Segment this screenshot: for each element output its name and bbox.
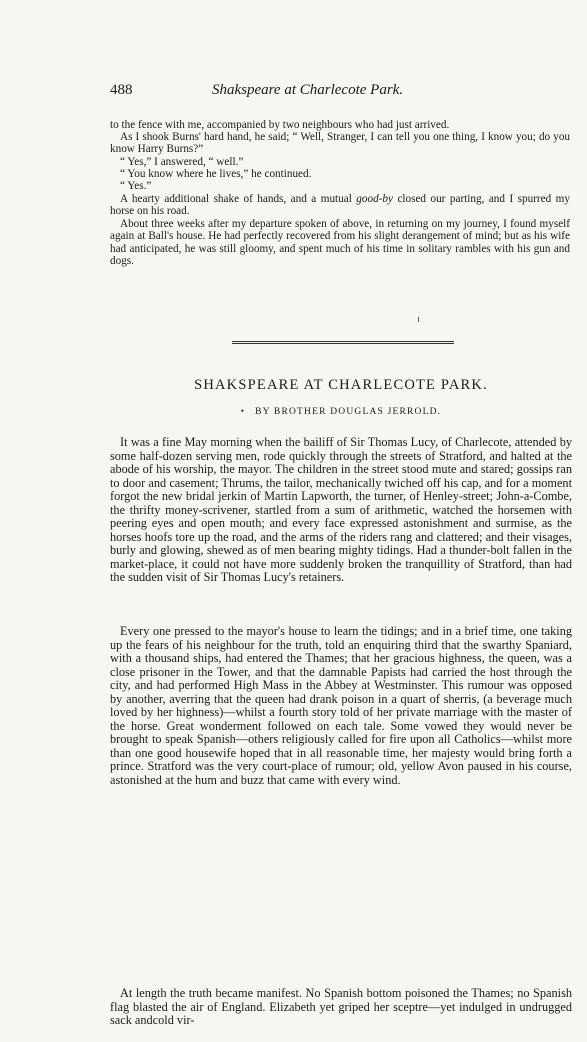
dialogue-yes-well: “ Yes,” I answered, “ well.” — [120, 156, 244, 168]
good-by-italic: good-by — [356, 193, 393, 205]
dialogue-yes: “ Yes.” — [120, 180, 152, 192]
byline-mark: • — [240, 406, 246, 416]
section-divider-rule — [232, 341, 454, 344]
paragraph-three-weeks: About three weeks after my departure spoken of above, in returning on my journey, I found myself again at Ball's house. He had perfectly recovered from his slight derangement of mind; but as his wife had anticipated, he was still gloomy, and spent much of his time in solitary rambles with his gun and dogs. — [110, 218, 570, 268]
page-number: 488 — [110, 82, 133, 98]
paragraph-may-morning: It was a fine May morning when the bailiff of Sir Thomas Lucy, of Charlecote, attended by some half-dozen serving men, rode quickly through the streets of Stratford, and halted at the abode of his worship, the mayor. The children in the street stood mute and stared; gossips ran to door and casement; Thrums, the tailor, mechanically twiched off his cap, and for a moment forgot the new bridal jerkin of Martin Lapworth, the turner, of Henley-street; John-a-Combe, the thrifty money-scrivener, startled from a sum of arithmetic, watched the horsemen with peering eyes and open mouth; and every face expressed astonishment and surmise, as the horses hoofs tore up the road, and the arms of the riders rang and clattered; and their visages, burly and glowing, shewed as of men bearing mighty tidings. Had a thunder-bolt fallen in the market-place, it could not have more suddenly broken the tranquillity of Stratford, than had the sudden visit of Sir Thomas Lucy's retainers. — [110, 435, 572, 584]
byline — [110, 406, 572, 417]
article-title: SHAKSPEARE AT CHARLECOTE PARK. — [194, 377, 488, 393]
byline-text: BY BROTHER DOUGLAS JERROLD. — [255, 407, 442, 417]
running-head — [110, 82, 520, 102]
paragraph-rumours: Every one pressed to the mayor's house to learn the tidings; and in a brief time, one taking up the fears of his neighbour for the truth, told an enquiring third that the swarthy Spaniard, with a thousand ships, had entered the Thames; that her gracious highness, the queen, was a close prisoner in the Tower, and that the damnable Papists had carried the host through the city, and had performed High Mass in the Abbey at Westminster. This rumour was opposed by another, averring that the queen had drank poison in a quart of sherris, (a beverage much loved by her highness)—whilst a fourth story told of her private marriage with the master of the horse. Great wonderment followed on each tale. Some vowed they would never be brought to speak Spanish—others religiously called for fire upon all Catholics—whilst more than one good housewife hoped that in all reasonable time, her majesty would bring forth a prince. Stratford was the very court-place of rumour; old, yellow Avon paused in his course, astonished at the hum and buzz that came with every wind. — [110, 624, 572, 787]
parting-text-end: closed our parting, and I spurred my horse on his road. — [110, 193, 570, 218]
paragraph-fence: to the fence with me, accompanied by two neighbours who had just arrived. — [110, 119, 450, 131]
stray-mark — [418, 317, 419, 322]
paragraph-truth-manifest: At length the truth became manifest. No Spanish bottom poisoned the Thames; no Spanish flag blasted the air of England. Elizabeth yet griped her sceptre—yet indulged in undrugged sack andcold vir- — [110, 986, 572, 1027]
running-title: Shakspeare at Charlecote Park. — [212, 82, 404, 98]
paragraph-parting — [110, 193, 570, 218]
paragraph-burns-said: As I shook Burns' hard hand, he said; “ Well, Stranger, I can tell you one thing, I know you; do you know Harry Burns?” — [110, 131, 570, 156]
parting-text-start: A hearty additional shake of hands, and a mutual — [120, 193, 357, 205]
dialogue-where-he-lives: “ You know where he lives,” he continued. — [120, 168, 312, 180]
